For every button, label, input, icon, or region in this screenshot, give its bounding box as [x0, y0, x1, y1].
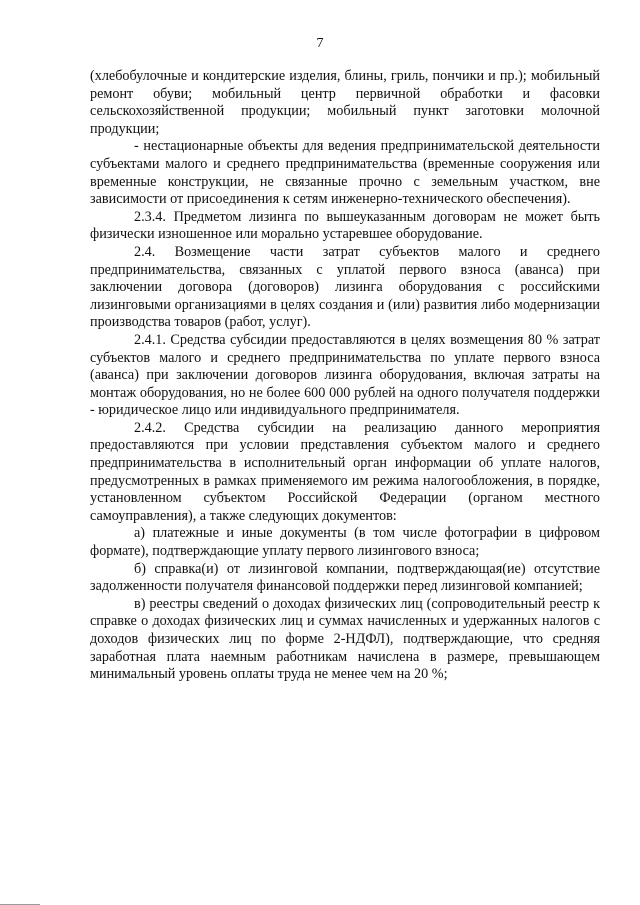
paragraph-2-4-2: 2.4.2. Средства субсидии на реализацию данного мероприятия предоставляются при условии представления субъектом малого и среднего предпринимательства в исполнительный орган информации об уплате налогов, предусмотренных в рамках применяемого им режима налогообложения, в порядке, установленном субъектом Российской Федерации (органом местного самоуправления), а также следующих документов: [90, 419, 600, 524]
page-number: 7 [316, 36, 324, 51]
paragraph-nonstationary-objects: - нестационарные объекты для ведения предпринимательской деятельности субъектами малого и среднего предпринимательства (временные сооружения или временные конструкции, не связанные прочно с земельным участком, вне зависимости от присоединения к сетям инженерно-технического обеспечения). [90, 138, 600, 208]
list-item-b: б) справка(и) от лизинговой компании, подтверждающая(ие) отсутствие задолженности получателя финансовой поддержки перед лизинговой компанией; [90, 560, 600, 595]
paragraph-2-4: 2.4. Возмещение части затрат субъектов малого и среднего предпринимательства, связанных с уплатой первого взноса (аванса) при заключении договора (договоров) лизинга оборудования с российскими лизинговыми организациями в целях создания и (или) развития либо модернизации производства товаров (работ, услуг). [90, 243, 600, 331]
paragraph-continuation: (хлебобулочные и кондитерские изделия, блины, гриль, пончики и пр.); мобильный ремонт обуви; мобильный центр первичной обработки и фасовки сельскохозяйственной продукции; мобильный пункт заготовки молочной продукции; [90, 68, 600, 137]
list-item-a: а) платежные и иные документы (в том числе фотографии в цифровом формате), подтверждающие уплату первого лизингового взноса; [90, 525, 600, 560]
paragraph-2-3-4: 2.3.4. Предметом лизинга по вышеуказанным договорам не может быть физически изношенное или морально устаревшее оборудование. [90, 208, 600, 243]
list-item-v: в) реестры сведений о доходах физических лиц (сопроводительный реестр к справке о доходах физических лиц и суммах начисленных и удержанных налогов с доходов физических лиц по форме 2-НДФЛ), подтверждающие, что средняя заработная плата наемным работникам начислена в размере, превышающем минимальный уровень оплаты труда не менее чем на 20 %; [90, 595, 600, 683]
paragraph-2-4-1: 2.4.1. Средства субсидии предоставляются в целях возмещения 80 % затрат субъектов малого и среднего предпринимательства по уплате первого взноса (аванса) при заключении договоров лизинга оборудования, включая затраты на монтаж оборудования, но не более 600 000 рублей на одного получателя поддержки - юридическое лицо или индивидуального предпринимателя. [90, 331, 600, 419]
document-body [90, 68, 600, 684]
